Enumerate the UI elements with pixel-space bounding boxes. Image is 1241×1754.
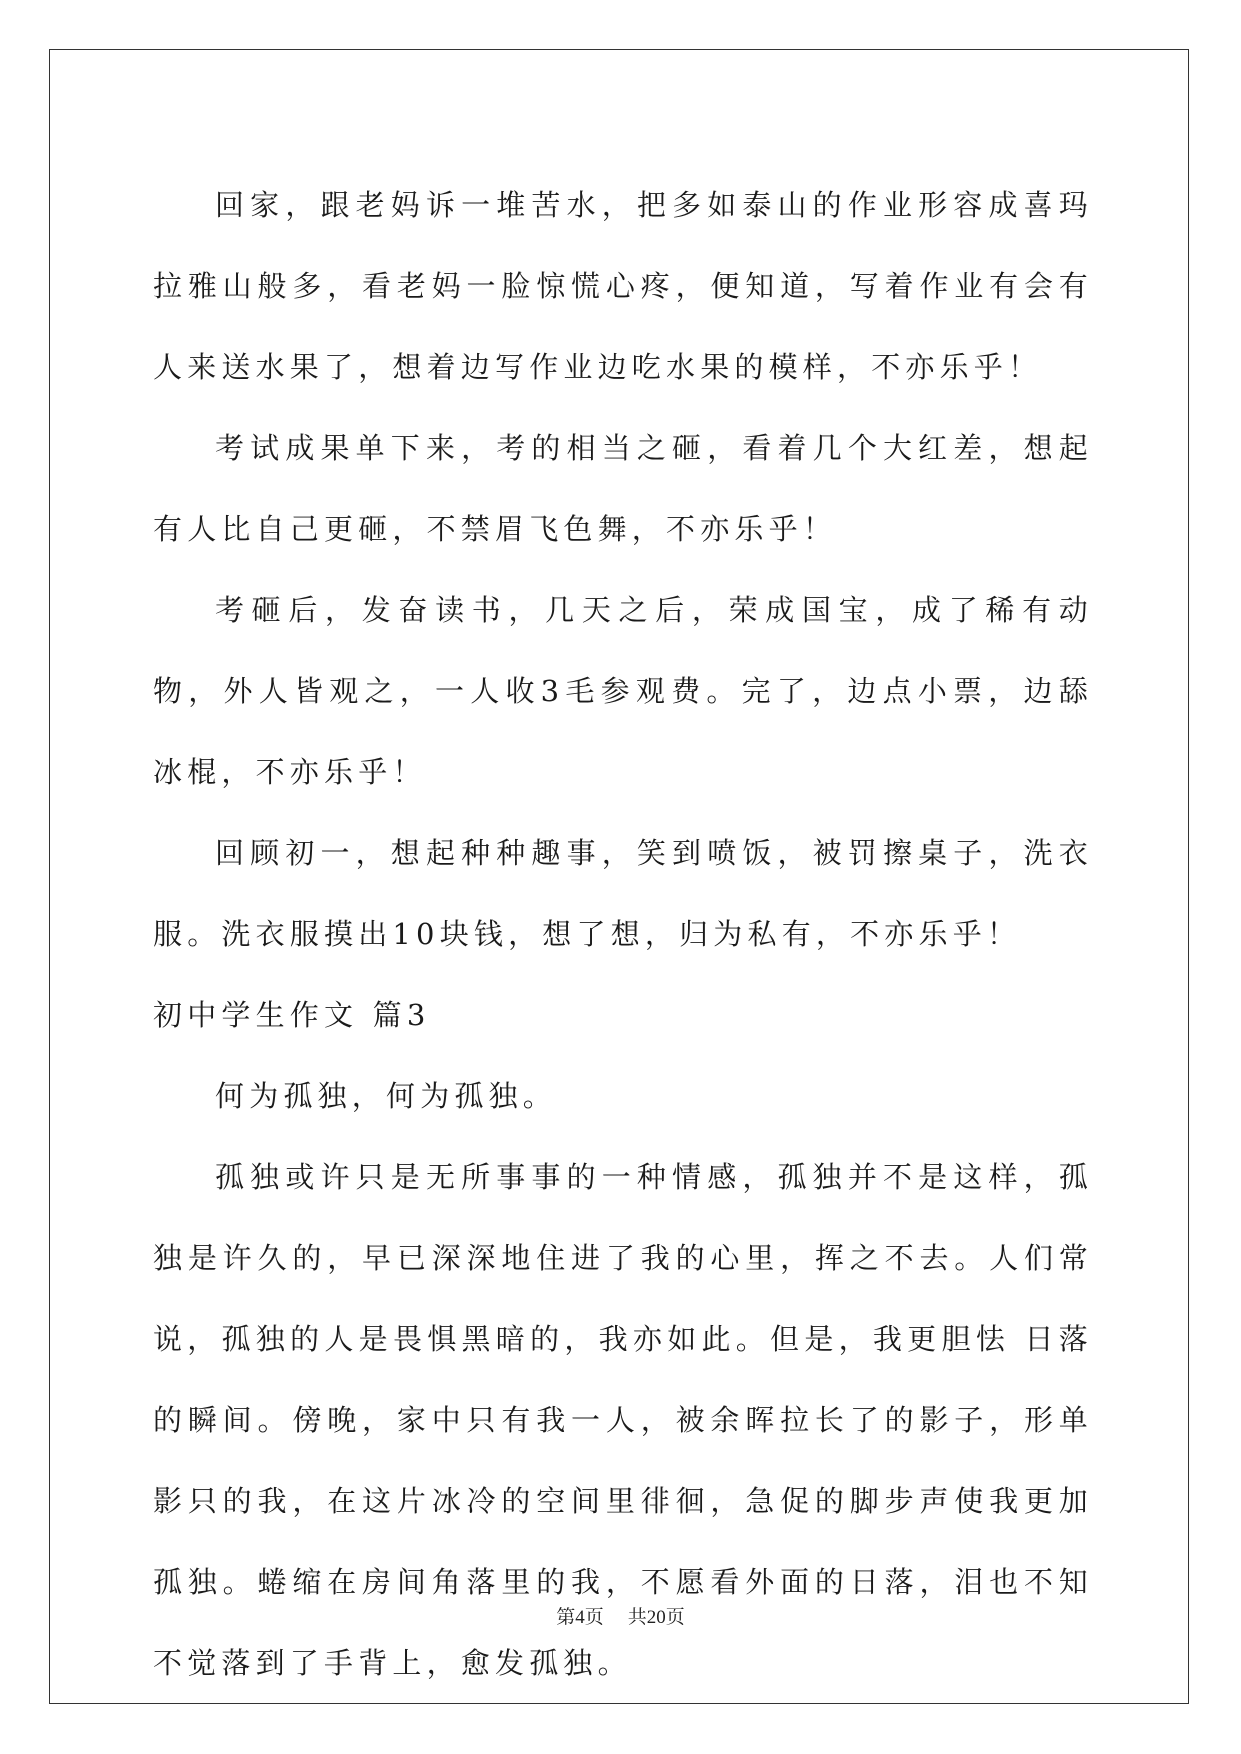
footer-prefix: 第 <box>556 1606 576 1628</box>
paragraph: 何为孤独，何为孤独。 <box>215 1079 558 1113</box>
footer-total-suffix: 页 <box>665 1606 685 1628</box>
current-page-number: 4 <box>575 1607 585 1628</box>
total-pages-number: 20 <box>646 1607 666 1628</box>
section-heading: 初中学生作文 篇3 <box>153 998 431 1032</box>
paragraph: 回家，跟老妈诉一堆苦水，把多如泰山的作业形容成喜玛拉雅山般多，看老妈一脸惊慌心疼，便知道，写着作业有会有人来送水果了，想着边写作业边吃水果的模样，不亦乐乎！ <box>153 188 1093 384</box>
paragraph: 回顾初一，想起种种趣事，笑到喷饭，被罚擦桌子，洗衣服。洗衣服摸出10块钱，想了想，归为私有，不亦乐乎！ <box>153 836 1093 951</box>
document-body <box>153 165 1093 1704</box>
page-footer <box>0 1602 1241 1629</box>
paragraph: 考试成果单下来，考的相当之砸，看着几个大红差，想起有人比自己更砸，不禁眉飞色舞，不亦乐乎！ <box>153 431 1093 546</box>
footer-total-prefix: 共 <box>627 1606 647 1628</box>
paragraph: 考砸后，发奋读书，几天之后，荣成国宝，成了稀有动物，外人皆观之，一人收3毛参观费。完了，边点小票，边舔冰棍，不亦乐乎！ <box>153 593 1093 789</box>
footer-page-word: 页 <box>584 1606 604 1628</box>
paragraph: 孤独或许只是无所事事的一种情感，孤独并不是这样，孤独是许久的，早已深深地住进了我的心里，挥之不去。人们常说，孤独的人是畏惧黑暗的，我亦如此。但是，我更胆怯 日落的瞬间。傍晚，家中只有我一人，被余晖拉长了的影子，形单影只的我，在这片冰冷的空间里徘徊，急促的脚步声使我更加孤独。蜷缩在房间角落里的我，不愿看外面的日落，泪也不知不觉落到了手背上，愈发孤独。 <box>153 1160 1093 1680</box>
